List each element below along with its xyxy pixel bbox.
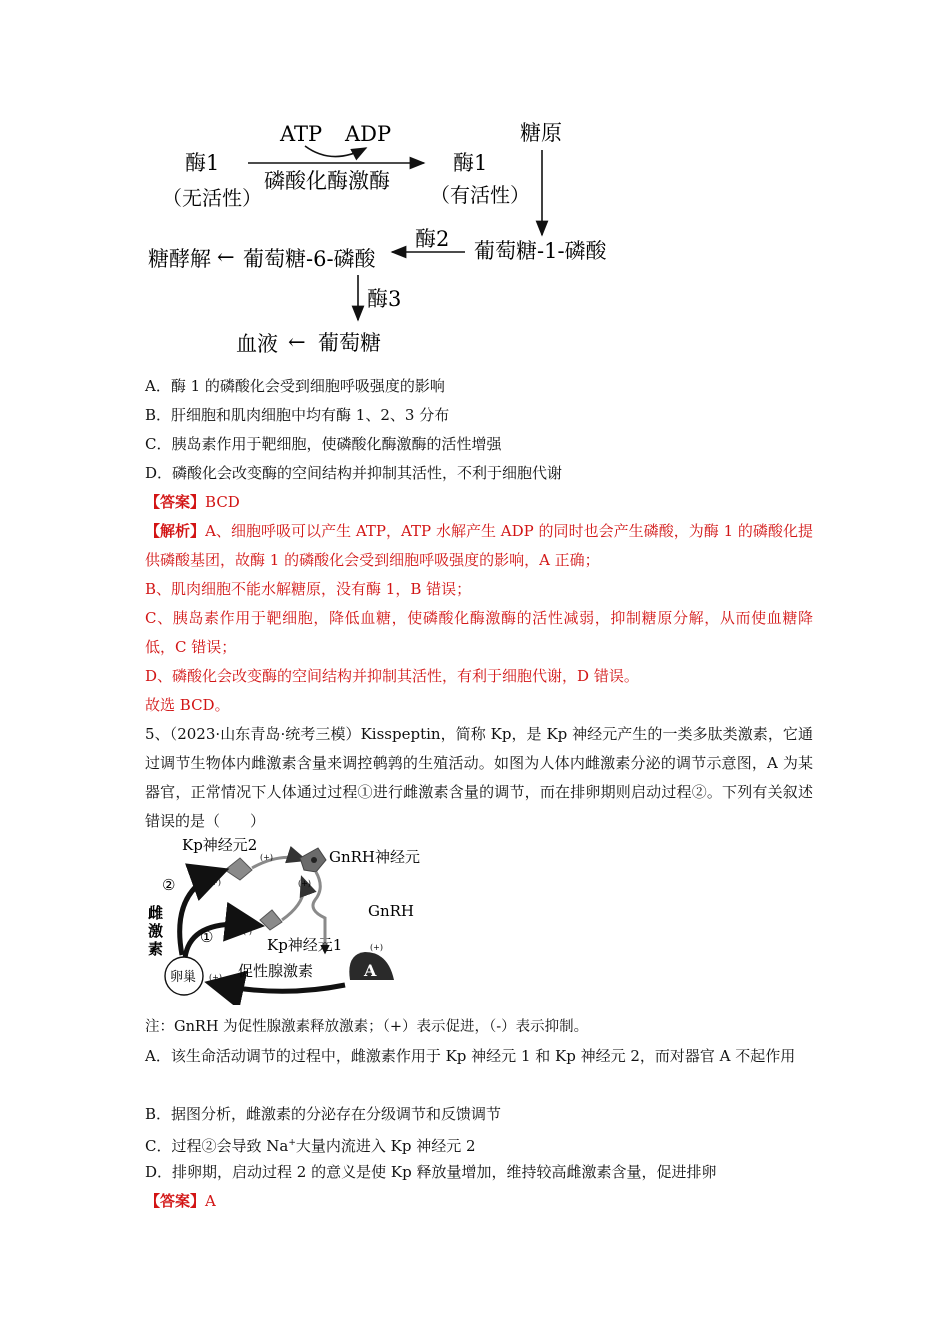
minus-1: (-) [243, 927, 252, 936]
q5-option-a: A．该生命活动调节的过程中，雌激素作用于 Kp 神经元 1 和 Kp 神经元 2，而对器官 A 不起作用 [145, 1047, 796, 1065]
adp-label: ADP [345, 122, 392, 146]
estrogen-char-2: 激 [148, 922, 164, 940]
enzyme2-label: 酶2 [415, 227, 450, 251]
kp1-label: Kp神经元1 [267, 936, 343, 954]
plus-1: (+) [260, 853, 273, 862]
inactive-label: （无活性） [162, 186, 262, 210]
q4-option-b: B．肝细胞和肌肉细胞中均有酶 1、2、3 分布 [145, 406, 450, 424]
estrogen-regulation-diagram [140, 830, 440, 1005]
glucose-label: 葡萄糖 [318, 331, 381, 355]
ovary-label: 卵巢 [170, 970, 197, 985]
glycolysis-label: 糖酵解 [148, 247, 211, 271]
gnrh-neuron-label: GnRH神经元 [329, 848, 421, 866]
atp-label: ATP [280, 122, 323, 146]
q5-answer-label: 【答案】 [145, 1192, 206, 1210]
kp2-label: Kp神经元2 [182, 836, 258, 854]
q5-note: 注：GnRH 为促性腺激素释放激素；（+）表示促进，（-）表示抑制。 [145, 1019, 589, 1035]
plus-2: (+) [208, 878, 221, 887]
estrogen-char-3: 素 [148, 940, 164, 958]
plus-5: (+) [209, 973, 222, 982]
g6p-label: 葡萄糖-6-磷酸 [243, 247, 376, 271]
q4-answer-value: BCD [205, 493, 240, 511]
fsh-arrow [214, 984, 345, 991]
fsh-label: 促性腺激素 [238, 962, 314, 980]
q5-option-c-post: 大量内流进入 Kp 神经元 2 [295, 1137, 476, 1155]
q4-answer [145, 488, 815, 517]
q4-analysis-d: D、磷酸化会改变酶的空间结构并抑制其活性，有利于细胞代谢，D 错误。 [145, 667, 639, 685]
kp1-neuron-shape [260, 910, 282, 930]
q4-analysis-label: 【解析】 [145, 522, 206, 540]
glycogen-label: 糖原 [520, 121, 562, 145]
glycogen-pathway-diagram [140, 110, 640, 360]
circle-1-label: ① [200, 928, 214, 946]
q4-analysis-b: B、肌肉细胞不能水解糖原，没有酶 1，B 错误； [145, 580, 472, 598]
q4-analysis-a [145, 517, 813, 575]
gnrh-nucleus [311, 857, 317, 863]
q5-answer-value: A [205, 1192, 216, 1210]
kp2-neuron-shape [225, 858, 252, 880]
left-arrow-glyph-2: ← [288, 330, 306, 354]
q4-analysis-a-text: A、细胞呼吸可以产生 ATP，ATP 水解产生 ADP 的同时也会产生磷酸，为酶 1 的磷酸化提供磷酸基团，故酶 1 的磷酸化会受到细胞呼吸强度的影响，A 正确； [145, 522, 813, 569]
q5-stem: 5、（2023·山东青岛·统考三模）Kisspeptin，简称 Kp，是 Kp 神经元产生的一类多肽类激素，它通过调节生物体内雌激素含量来调控鹌鹑的生殖活动。如图为人体内雌激素分泌的调节示意图，A 为某器官，正常情况下人体通过过程①进行雌激素含量的调节，而在排卵期则启动过程②。下列有关叙述错误的是（ ） [145, 725, 813, 830]
gnrh-label: GnRH [368, 902, 415, 920]
enzyme1-inactive: 酶1 [185, 151, 220, 175]
q4-option-a: A．酶 1 的磷酸化会受到细胞呼吸强度的影响 [145, 377, 445, 395]
enzyme1-active: 酶1 [453, 151, 488, 175]
left-arrow-glyph-1: ← [217, 245, 235, 269]
g1p-label: 葡萄糖-1-磷酸 [474, 239, 607, 263]
q4-answer-label: 【答案】 [145, 493, 206, 511]
estrogen-char-1: 雌 [148, 904, 164, 922]
q5-answer [145, 1187, 815, 1216]
enzyme3-label: 酶3 [367, 287, 402, 311]
q5-option-d: D．排卵期，启动过程 2 的意义是使 Kp 释放量增加，维持较高雌激素含量，促进排卵 [145, 1163, 717, 1181]
circle-2-label: ② [162, 876, 176, 894]
q5-option-c [145, 1129, 815, 1161]
blood-label: 血液 [236, 332, 278, 356]
plus-3: (+) [298, 879, 311, 888]
q4-analysis-c: C、胰岛素作用于靶细胞，降低血糖，使磷酸化酶激酶的活性减弱，抑制糖原分解，从而使血糖降低，C 错误； [145, 609, 813, 656]
q4-conclusion: 故选 BCD。 [145, 696, 230, 714]
kinase-label: 磷酸化酶激酶 [264, 169, 390, 193]
q5-option-c-pre: C．过程②会导致 Na [145, 1137, 289, 1155]
active-label: （有活性） [430, 183, 530, 207]
atp-adp-curve [305, 146, 366, 157]
q4-option-d: D．磷酸化会改变酶的空间结构并抑制其活性，不利于细胞代谢 [145, 464, 563, 482]
gnrh-axon [313, 872, 325, 942]
organ-a-label: A [364, 961, 377, 980]
q5-option-c-sup: + [288, 1138, 296, 1148]
q5-option-b: B．据图分析，雌激素的分泌存在分级调节和反馈调节 [145, 1105, 502, 1123]
q4-option-c: C．胰岛素作用于靶细胞，使磷酸化酶激酶的活性增强 [145, 435, 502, 453]
plus-4: (+) [370, 943, 383, 952]
